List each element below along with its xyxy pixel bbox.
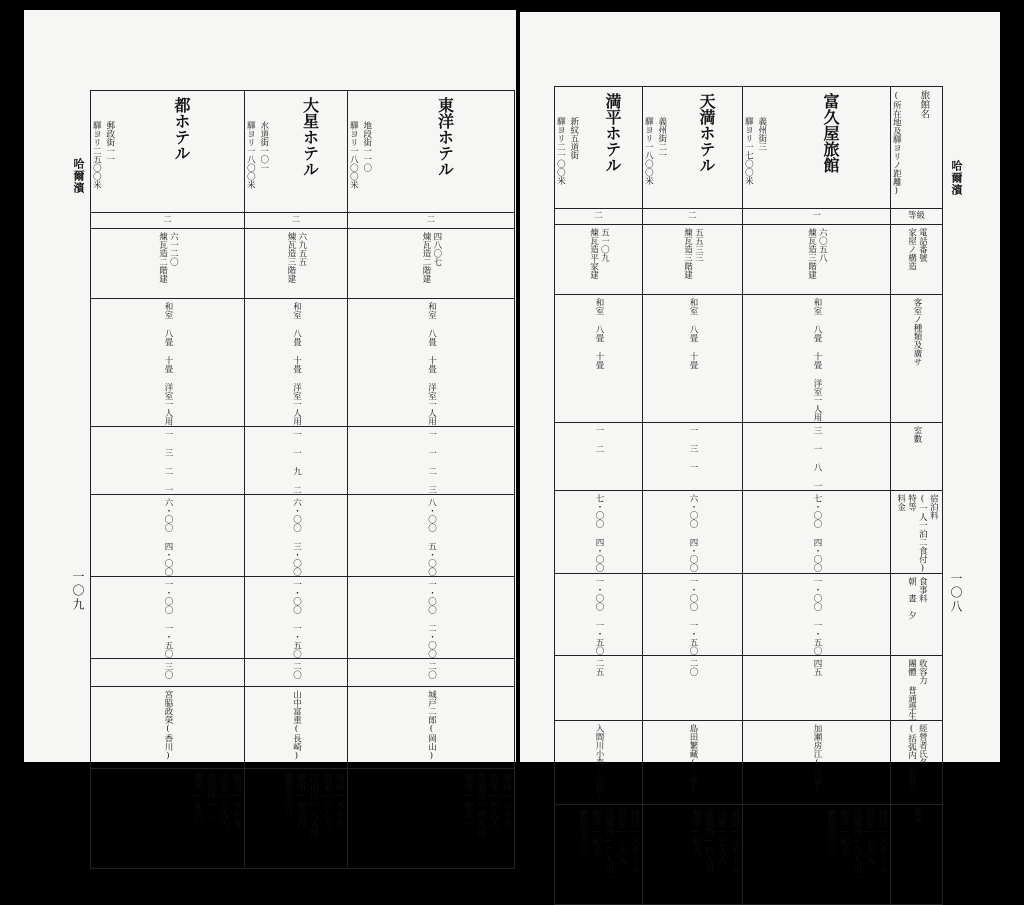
header-capacity-sub: 團體 普通學生 — [906, 659, 917, 720]
rate-values: 六・〇〇 三・〇〇 — [291, 497, 302, 576]
hotel-cell — [348, 91, 515, 213]
note-line: 洗面所―八人用二 — [308, 772, 319, 846]
note-line: 洗面所―二 — [205, 772, 216, 819]
capacity-value: 二〇 — [291, 661, 302, 679]
meal-fees: 一・〇〇 一・五〇 — [291, 579, 302, 658]
phone-number: 六九五五 — [296, 232, 307, 266]
room-types: 和室 八畳 十畳 — [593, 298, 604, 369]
note-line: 便所―和式一 — [462, 772, 473, 828]
capacity-value: 二〇 — [687, 659, 698, 676]
hotel-name: 都ホテル — [172, 97, 192, 161]
meal-fees: 一・〇〇 二・〇〇 — [426, 579, 437, 658]
left-page — [24, 10, 516, 846]
building-type: 煉瓦造三階建 — [682, 228, 693, 279]
room-count: 一 三 二 一 — [162, 429, 173, 494]
note-line: 煖房―ペチカ — [501, 772, 511, 828]
hotel-station-distance: 驛ヨリ一八〇〇米 — [348, 121, 359, 189]
note-line: 便所―和式二 — [838, 808, 849, 864]
room-count: 一 三 一 — [687, 425, 698, 471]
hotel-name: 富久屋旅館 — [821, 93, 841, 173]
header-rate-special: 特等 — [906, 493, 917, 511]
meal-fees: 一・〇〇 一・五〇 — [593, 577, 604, 655]
owner-name: 加瀬房江(茨城) — [811, 724, 822, 795]
note-line: 洗面所―四人用一 — [703, 808, 714, 882]
hotel-notes — [245, 769, 347, 846]
hotel-table — [554, 86, 943, 905]
hotel-cell — [91, 91, 245, 213]
phone-number: 四八〇七 — [431, 232, 442, 266]
header-meal: 食事料 — [917, 577, 928, 603]
hotel-notes — [743, 805, 890, 882]
owner-name: 宮脇政榮(香川) — [162, 689, 173, 761]
room-count: 三 一 八 一 — [811, 425, 822, 490]
header-owner: 經營者氏名 — [917, 724, 928, 767]
grade-value: 二 — [291, 215, 301, 225]
capacity-value: 二〇 — [426, 661, 437, 679]
note-line: 應接室アリ — [577, 808, 588, 854]
building-type: 煉瓦造二階建 — [421, 232, 431, 283]
note-line: 浴室―五人入一 — [218, 772, 229, 837]
hotel-table — [90, 90, 515, 869]
hotel-notes — [643, 805, 742, 882]
phone-number: 五五三三 — [693, 228, 704, 262]
hotel-address: 郵政街一一 — [104, 121, 115, 164]
hotel-notes — [91, 769, 244, 837]
hotel-name: 東洋ホテル — [435, 97, 455, 177]
note-line: 便所―和式二 — [192, 772, 203, 828]
header-capacity: 收容力 — [917, 659, 928, 685]
capacity-value: 二五 — [593, 659, 604, 676]
grade-value: 二 — [688, 211, 697, 221]
page-number: 一〇八 — [949, 572, 963, 614]
hotel-cell — [245, 91, 348, 213]
phone-number: 六〇五八 — [817, 228, 828, 262]
hotel-address: 義州街二一 — [656, 117, 667, 160]
room-types: 和室 八畳 十畳 — [687, 298, 698, 369]
note-line: 浴室―四人入一 — [488, 772, 499, 837]
rate-values: 七・〇〇 四・〇〇 — [593, 493, 604, 572]
grade-value: 二 — [594, 211, 603, 221]
page-number: 一〇九 — [71, 570, 85, 612]
hotel-name: 大星ホテル — [300, 97, 320, 177]
hotel-notes — [555, 805, 642, 882]
running-head: 哈爾濱 — [72, 158, 85, 194]
capacity-value: 三〇 — [162, 661, 173, 679]
room-types: 和室 八畳 十畳 洋室一人用 — [291, 302, 302, 426]
note-line: 煖房―ペチカ — [334, 772, 344, 828]
header-rate-class: 料金 — [895, 493, 906, 511]
running-head: 哈爾濱 — [950, 160, 963, 196]
note-line: 便所―和式四 — [295, 772, 306, 828]
rate-values: 六・〇〇 四・〇〇 — [162, 497, 173, 576]
note-line: 應接室アリ — [282, 772, 293, 818]
hotel-station-distance: 驛ヨリ一八〇〇米 — [245, 121, 256, 189]
room-count: 一 一 二 三 — [426, 429, 437, 494]
owner-name: 山中富重(長崎) — [291, 689, 302, 761]
note-line: 洗面所―四人用一 — [475, 772, 486, 846]
hotel-station-distance: 驛ヨリ一八〇〇米 — [643, 117, 654, 185]
note-line: 煖房―ペチカ — [231, 772, 241, 828]
owner-name: 城戸二郎(岡山) — [426, 689, 437, 761]
phone-number: 五一〇九 — [599, 228, 610, 262]
owner-name: 入間川小森(宮城) — [593, 724, 604, 804]
hotel-notes — [348, 769, 514, 846]
header-hotel-name: 旅館名 — [918, 90, 930, 119]
hotel-station-distance: 驛ヨリ二五〇〇米 — [91, 121, 102, 189]
note-line: 浴室―六人入一 — [321, 772, 332, 837]
header-remarks: 備考 — [911, 807, 922, 825]
hotel-address: 地段街一一〇 — [361, 121, 372, 172]
note-line: 應接間アリ — [825, 808, 836, 854]
note-line: 浴室―七人入一 — [716, 808, 727, 873]
header-rate: 宿泊料 — [928, 493, 939, 519]
hotel-station-distance: 驛ヨリ一七〇〇米 — [743, 117, 754, 185]
header-owner-sub: (括弧内ハ原籍) — [906, 724, 917, 795]
note-line: 煖房―スチーム — [877, 808, 887, 873]
rate-values: 八・〇〇 五・〇〇 — [426, 497, 437, 576]
hotel-name: 満平ホテル — [603, 93, 623, 173]
header-meal-sub: 朝 晝 夕 — [906, 577, 917, 620]
hotel-address: 水道街一〇一 — [258, 121, 269, 172]
header-rate-sub: (一人一泊二食付) — [917, 493, 928, 573]
note-line: 便所―和式一 — [690, 808, 701, 864]
rate-values: 七・〇〇 四・〇〇 — [811, 493, 822, 572]
header-phone: 電話番號 — [917, 228, 928, 262]
hotel-address: 義州街三 — [756, 117, 767, 151]
phone-number: 六一二〇 — [168, 232, 179, 266]
hotel-station-distance: 驛ヨリ二一〇〇米 — [555, 117, 566, 185]
header-room-count: 室數 — [911, 425, 922, 443]
meal-fees: 一・〇〇 一・五〇 — [687, 577, 698, 655]
rate-values: 六・〇〇 四・〇〇 — [687, 493, 698, 572]
note-line: 煖房―スチーム — [629, 808, 639, 873]
grade-value: 一 — [812, 211, 821, 221]
building-type: 煉瓦造三階建 — [806, 228, 817, 279]
note-line: 浴室―三人入一 — [616, 808, 627, 873]
note-line: 煖房―スチーム — [729, 808, 739, 873]
room-count: 一 二 — [593, 425, 604, 453]
meal-fees: 一・〇〇 一・五〇 — [811, 577, 822, 655]
grade-value: 二 — [426, 215, 436, 225]
room-types: 和室 八畳 十畳 洋室一人用 — [811, 298, 822, 422]
header-rooms: 客室ノ種類及廣サ — [911, 298, 922, 366]
building-type: 煉瓦造三階建 — [286, 232, 296, 283]
hotel-address: 新紋五道街 — [568, 117, 579, 160]
header-grade: 等級 — [907, 211, 925, 221]
header-building: 家屋ノ構造 — [906, 228, 917, 271]
room-types: 和室 八畳 十畳 洋室一人用 — [162, 302, 173, 426]
meal-fees: 一・〇〇 一・五〇 — [162, 579, 173, 658]
building-type: 煉瓦造平家建 — [588, 228, 599, 279]
note-line: 便所―和式一 — [590, 808, 601, 864]
hotel-name: 天満ホテル — [697, 93, 717, 173]
header-location: (所在地及驛ヨリノ距離) — [891, 91, 902, 196]
capacity-value: 四五 — [811, 659, 822, 676]
right-page — [520, 12, 1000, 882]
note-line: 浴室―七人入一 — [864, 808, 875, 873]
note-line: 洗面所―三人用一 — [603, 808, 614, 882]
room-types: 和室 八畳 十畳 洋室一人用 — [426, 302, 437, 426]
note-line: 洗面所―六人用一 — [851, 808, 862, 882]
room-count: 一 一 九 二 — [291, 429, 302, 494]
building-type: 煉瓦造二階建 — [157, 232, 168, 283]
grade-value: 二 — [163, 215, 172, 225]
owner-name: 島田繁藏(三重) — [687, 724, 698, 795]
